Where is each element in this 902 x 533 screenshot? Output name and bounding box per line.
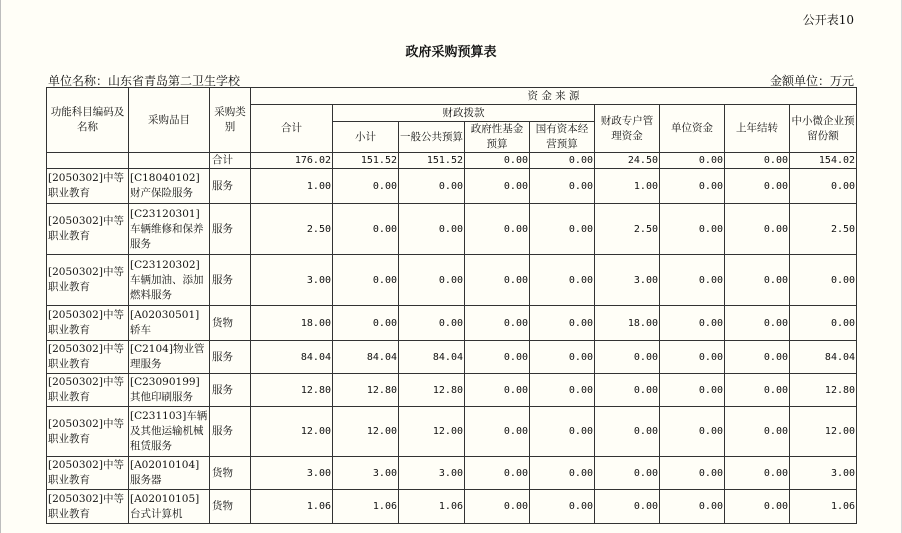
summary-value: 154.02 [790,153,857,169]
amount-cell: 0.00 [660,306,725,341]
amount-cell: 12.00 [333,407,399,457]
amount-cell: 0.00 [399,169,465,204]
amount-cell: 12.80 [790,374,857,407]
table-row [47,490,857,524]
table-row [47,457,857,490]
amount-cell: 0.00 [660,490,725,524]
summary-value: 0.00 [530,153,595,169]
amount-cell: 84.04 [399,341,465,374]
amount-cell: 3.00 [333,457,399,490]
procurement-item-cell: [A02030501]轿车 [129,306,210,341]
table-row [47,255,857,306]
amount-cell: 3.00 [251,255,333,306]
amount-cell: 12.80 [333,374,399,407]
amount-cell: 1.00 [251,169,333,204]
table-row [47,169,857,204]
table-row [47,407,857,457]
amount-cell: 2.50 [251,204,333,255]
amount-cell: 0.00 [660,374,725,407]
summary-value: 0.00 [660,153,725,169]
amount-cell: 84.04 [333,341,399,374]
amount-cell: 0.00 [660,255,725,306]
amount-cell: 1.06 [333,490,399,524]
procurement-category-cell: 服务 [210,407,251,457]
table-row [47,306,857,341]
procurement-item-cell: [C231103]车辆及其他运输机械租赁服务 [129,407,210,457]
amount-cell: 0.00 [530,169,595,204]
amount-cell: 0.00 [790,169,857,204]
amount-cell: 1.06 [251,490,333,524]
table-row [47,341,857,374]
amount-cell: 0.00 [530,457,595,490]
page-left-border [0,0,1,533]
amount-cell: 0.00 [725,374,790,407]
amount-cell: 0.00 [660,341,725,374]
procurement-category-cell: 服务 [210,341,251,374]
header-gov-fund-budget: 政府性基金预算 [465,122,530,153]
amount-cell: 0.00 [595,457,660,490]
table-row [47,374,857,407]
amount-cell: 0.00 [465,374,530,407]
procurement-category-cell: 服务 [210,255,251,306]
procurement-item-cell: [C23090199]其他印刷服务 [129,374,210,407]
amount-cell: 0.00 [530,490,595,524]
amount-cell: 0.00 [530,255,595,306]
amount-cell: 0.00 [530,204,595,255]
procurement-item-cell: [A02010105]台式计算机 [129,490,210,524]
func-subject-cell: [2050302]中等职业教育 [47,341,129,374]
amount-cell: 3.00 [251,457,333,490]
header-procurement-item: 采购品目 [129,88,210,153]
func-subject-cell: [2050302]中等职业教育 [47,169,129,204]
procurement-item-cell: [A02010104]服务器 [129,457,210,490]
amount-cell: 0.00 [465,169,530,204]
amount-cell: 0.00 [725,457,790,490]
procurement-item-cell: [C18040102]财产保险服务 [129,169,210,204]
procurement-category-cell: 货物 [210,306,251,341]
amount-cell: 3.00 [399,457,465,490]
summary-label: 合计 [210,153,251,169]
header-fund-source: 资 金 来 源 [251,88,857,105]
summary-item-cell [129,153,210,169]
amount-cell: 84.04 [251,341,333,374]
summary-value: 24.50 [595,153,660,169]
summary-value: 0.00 [725,153,790,169]
amount-cell: 0.00 [660,204,725,255]
amount-cell: 0.00 [595,490,660,524]
amount-cell: 0.00 [465,407,530,457]
amount-cell: 0.00 [530,407,595,457]
amount-cell: 2.50 [790,204,857,255]
summary-value: 151.52 [399,153,465,169]
header-carryover: 上年结转 [725,105,790,153]
amount-cell: 0.00 [333,306,399,341]
amount-cell: 12.80 [399,374,465,407]
header-fiscal-allocation: 财政拨款 [333,105,595,122]
func-subject-cell: [2050302]中等职业教育 [47,306,129,341]
amount-cell: 0.00 [399,306,465,341]
procurement-category-cell: 服务 [210,204,251,255]
func-subject-cell: [2050302]中等职业教育 [47,407,129,457]
amount-cell: 0.00 [595,374,660,407]
amount-cell: 0.00 [530,374,595,407]
header-unit-funds: 单位资金 [660,105,725,153]
procurement-category-cell: 货物 [210,457,251,490]
header-total: 合计 [251,105,333,153]
amount-cell: 0.00 [333,255,399,306]
amount-cell: 0.00 [725,490,790,524]
amount-cell: 3.00 [595,255,660,306]
amount-cell: 12.80 [251,374,333,407]
func-subject-cell: [2050302]中等职业教育 [47,374,129,407]
table-number-tag: 公开表10 [802,13,854,27]
amount-cell: 1.06 [790,490,857,524]
amount-cell: 0.00 [530,341,595,374]
amount-cell: 18.00 [251,306,333,341]
amount-cell: 0.00 [530,306,595,341]
summary-value: 151.52 [333,153,399,169]
procurement-budget-table [46,87,857,524]
amount-cell: 2.50 [595,204,660,255]
summary-row [47,153,857,169]
amount-cell: 0.00 [595,407,660,457]
amount-cell: 0.00 [660,457,725,490]
amount-cell: 0.00 [465,457,530,490]
table-row [47,204,857,255]
header-special-account: 财政专户管理资金 [595,105,660,153]
header-subtotal: 小计 [333,122,399,153]
amount-cell: 0.00 [465,341,530,374]
procurement-category-cell: 服务 [210,169,251,204]
amount-cell: 3.00 [790,457,857,490]
func-subject-cell: [2050302]中等职业教育 [47,490,129,524]
amount-cell: 18.00 [595,306,660,341]
summary-value: 0.00 [465,153,530,169]
page-title: 政府采购预算表 [405,45,497,60]
amount-unit: 金额单位：万元 [769,74,854,88]
amount-cell: 0.00 [660,169,725,204]
procurement-category-cell: 货物 [210,490,251,524]
amount-cell: 1.00 [595,169,660,204]
amount-cell: 0.00 [465,490,530,524]
func-subject-cell: [2050302]中等职业教育 [47,204,129,255]
procurement-item-cell: [C2104]物业管理服务 [129,341,210,374]
header-sme-reserve: 中小微企业预留份额 [790,105,857,153]
amount-cell: 0.00 [790,255,857,306]
amount-cell: 0.00 [333,169,399,204]
amount-cell: 0.00 [725,341,790,374]
amount-cell: 0.00 [333,204,399,255]
procurement-category-cell: 服务 [210,374,251,407]
amount-cell: 0.00 [399,204,465,255]
amount-cell: 0.00 [465,306,530,341]
amount-cell: 0.00 [725,255,790,306]
header-procurement-category: 采购类别 [210,88,251,153]
amount-cell: 12.00 [251,407,333,457]
procurement-item-cell: [C23120301]车辆维修和保养服务 [129,204,210,255]
header-general-budget: 一般公共预算 [399,122,465,153]
amount-cell: 0.00 [595,341,660,374]
func-subject-cell: [2050302]中等职业教育 [47,457,129,490]
summary-value: 176.02 [251,153,333,169]
amount-cell: 1.06 [399,490,465,524]
amount-cell: 0.00 [790,306,857,341]
summary-func-cell [47,153,129,169]
amount-cell: 0.00 [725,407,790,457]
amount-cell: 84.04 [790,341,857,374]
procurement-item-cell: [C23120302]车辆加油、添加燃料服务 [129,255,210,306]
func-subject-cell: [2050302]中等职业教育 [47,255,129,306]
amount-cell: 0.00 [725,204,790,255]
amount-cell: 0.00 [660,407,725,457]
amount-cell: 0.00 [399,255,465,306]
amount-cell: 12.00 [399,407,465,457]
amount-cell: 0.00 [465,204,530,255]
header-state-capital-budget: 国有资本经营预算 [530,122,595,153]
unit-name: 单位名称：山东省青岛第二卫生学校 [48,74,241,88]
header-func-subject: 功能科目编码及名称 [47,88,129,153]
table-body [47,169,857,524]
amount-cell: 0.00 [465,255,530,306]
amount-cell: 0.00 [725,169,790,204]
amount-cell: 0.00 [725,306,790,341]
amount-cell: 12.00 [790,407,857,457]
